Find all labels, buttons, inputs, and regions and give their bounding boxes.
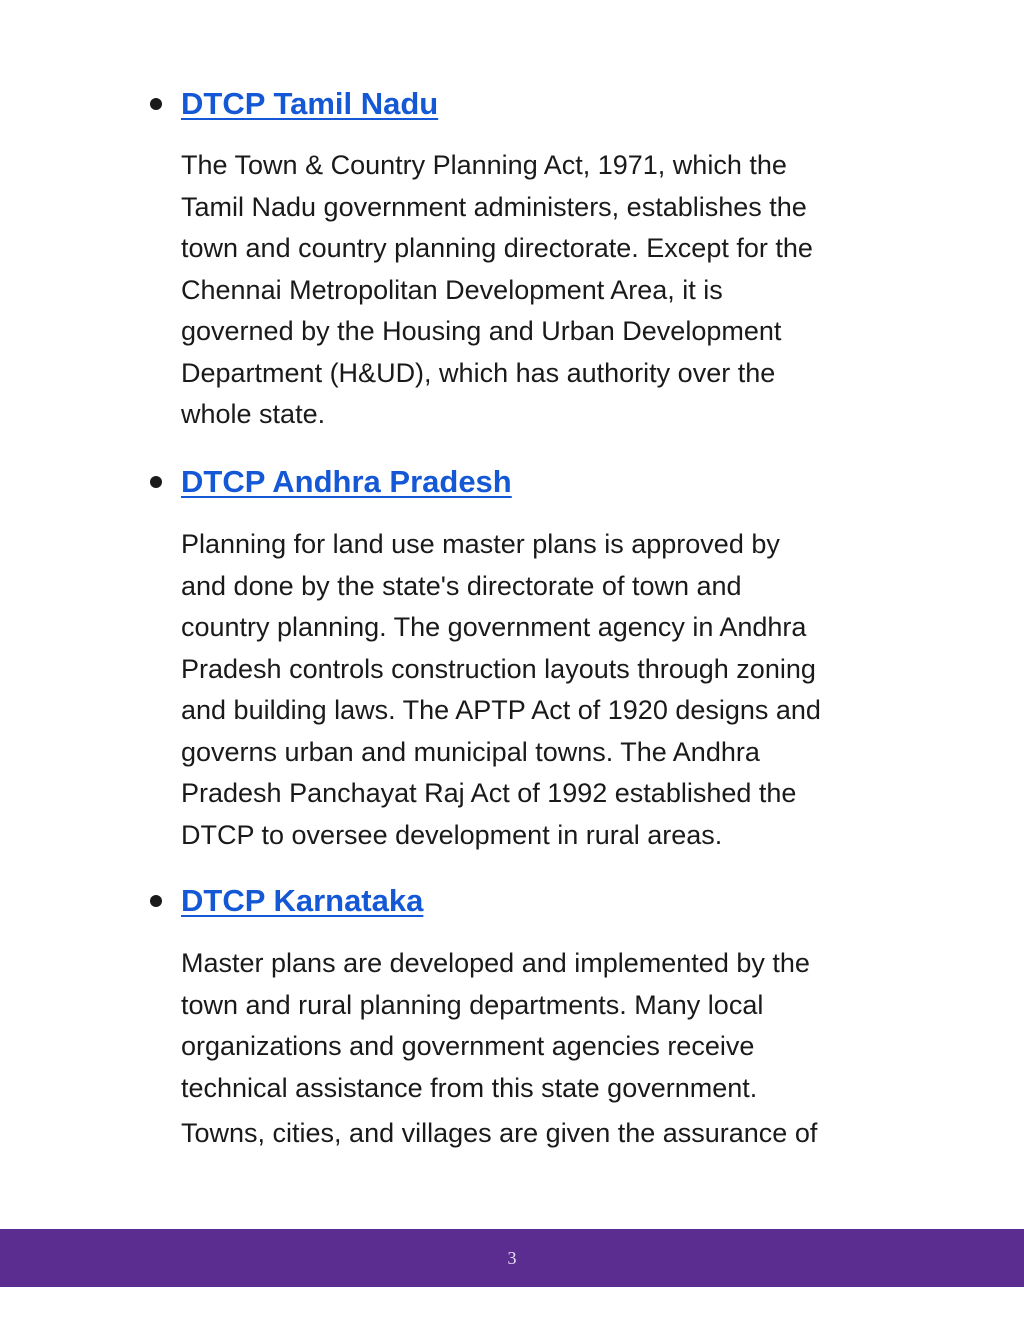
text-line: Tamil Nadu government administers, establishes the xyxy=(181,191,807,222)
text-line: governs urban and municipal towns. The Andhra xyxy=(181,736,760,767)
link-dtcp-tamil-nadu[interactable]: DTCP Tamil Nadu xyxy=(181,86,439,121)
link-dtcp-andhra-pradesh[interactable]: DTCP Andhra Pradesh xyxy=(181,464,512,499)
text-line: whole state. xyxy=(181,399,326,429)
section-body-karnataka xyxy=(181,943,901,1155)
text-line: Towns, cities, and villages are given the assurance of xyxy=(181,1118,818,1148)
text-line: town and rural planning departments. Many local xyxy=(181,989,764,1020)
text-line: governed by the Housing and Urban Development xyxy=(181,316,782,346)
page-number: 3 xyxy=(507,1247,517,1268)
text-line: The Town & Country Planning Act, 1971, which the xyxy=(181,150,787,180)
text-line: Chennai Metropolitan Development Area, it is xyxy=(181,274,723,305)
bullet-icon xyxy=(150,476,162,488)
link-dtcp-karnataka[interactable]: DTCP Karnataka xyxy=(181,883,424,918)
text-line: Department (H&UD), which has authority over the xyxy=(181,357,776,388)
text-line: Pradesh controls construction layouts through zoning xyxy=(181,653,816,684)
page-footer xyxy=(0,1229,1024,1287)
text-line: technical assistance from this state government. xyxy=(181,1072,758,1103)
section-heading-tamil-nadu xyxy=(150,84,438,124)
section-heading-andhra-pradesh xyxy=(150,462,512,502)
bullet-icon xyxy=(150,895,162,907)
text-line: DTCP to oversee development in rural areas. xyxy=(181,819,723,850)
bullet-icon xyxy=(150,98,162,110)
text-line: organizations and government agencies receive xyxy=(181,1031,755,1061)
text-line: town and country planning directorate. Except for the xyxy=(181,233,813,263)
text-line: Pradesh Panchayat Raj Act of 1992 established the xyxy=(181,778,797,808)
section-body-andhra-pradesh xyxy=(181,524,901,856)
text-line: and done by the state's directorate of town and xyxy=(181,570,742,601)
section-heading-karnataka xyxy=(150,881,423,921)
text-line: Planning for land use master plans is approved by xyxy=(181,529,780,559)
text-line: Master plans are developed and implemented by the xyxy=(181,948,810,978)
text-line: country planning. The government agency in Andhra xyxy=(181,612,807,642)
text-line: and building laws. The APTP Act of 1920 designs and xyxy=(181,695,821,725)
section-body-tamil-nadu xyxy=(181,145,901,436)
